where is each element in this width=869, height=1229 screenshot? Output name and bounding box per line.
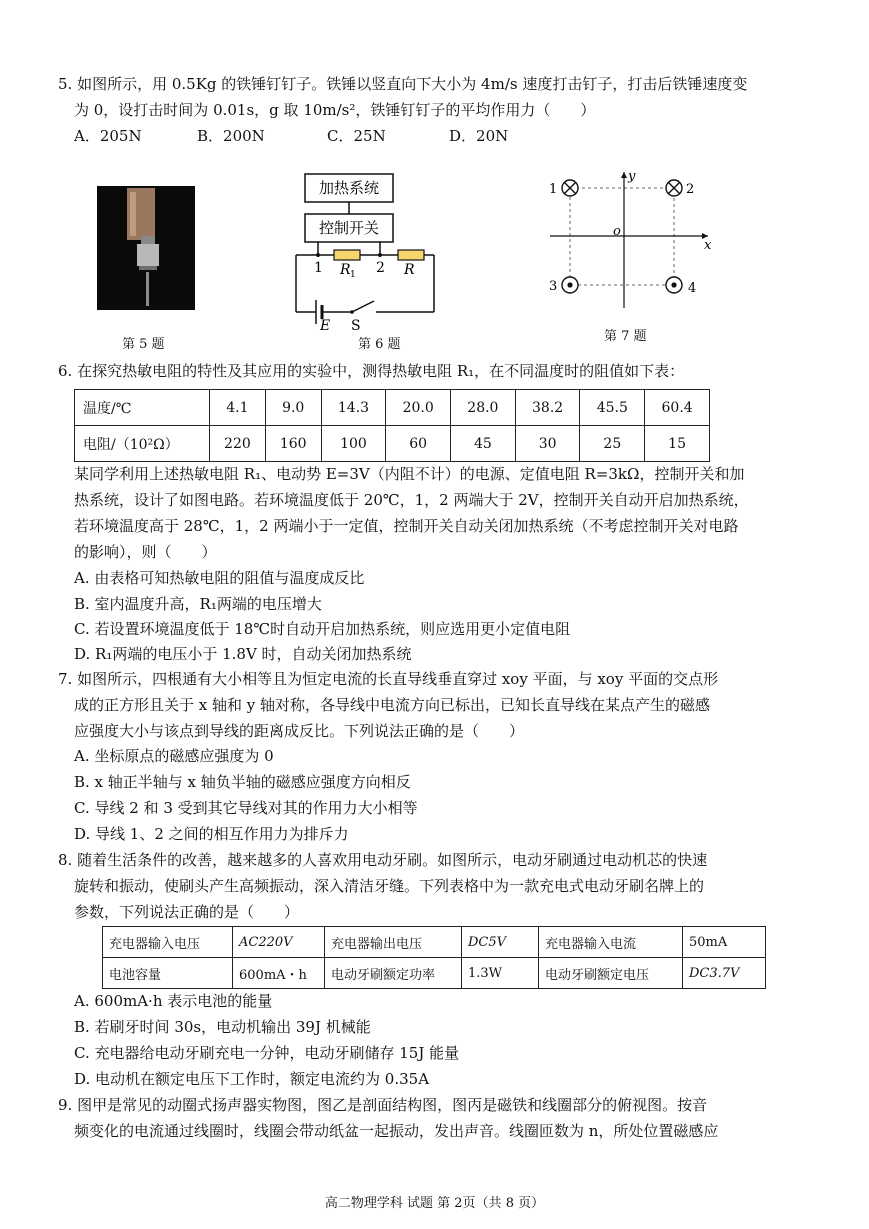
- q6-thermistor-table: [74, 389, 710, 462]
- q6-paragraph-line-4: 的影响），则（ ）: [74, 543, 217, 561]
- wires-svg: [540, 166, 720, 316]
- resistor-r1: [334, 250, 360, 260]
- wire-4-label: 4: [688, 281, 697, 296]
- r1-subscript: 1: [350, 270, 356, 280]
- control-switch-label: 控制开关: [318, 219, 380, 237]
- q7-option-b: B. x 轴正半轴与 x 轴负半轴的磁感应强度方向相反: [74, 773, 411, 791]
- q8-option-a: A. 600mA·h 表示电池的能量: [74, 992, 273, 1010]
- q7-line-1: 7. 如图所示，四根通有大小相等且为恒定电流的长直导线垂直穿过 xoy 平面，与 xoy 平面的交点形: [58, 670, 719, 688]
- wire-1-label: 1: [549, 182, 558, 197]
- table-cell: 充电器输出电压: [325, 927, 462, 958]
- hammer-photo: [97, 186, 195, 310]
- table-cell: DC5V: [462, 927, 539, 958]
- q5-option-b: B．200N: [197, 127, 265, 145]
- q6-paragraph-line-1: 某同学利用上述热敏电阻 R₁、电动势 E=3V（内阻不计）的电源、定值电阻 R=3kΩ，控制开关和加: [74, 465, 745, 483]
- q5-option-d: D．20N: [449, 127, 509, 145]
- wires-diagram: [540, 166, 720, 320]
- q6-intro: 6. 在探究热敏电阻的特性及其应用的实验中，测得热敏电阻 R₁，在不同温度时的阻值如下表：: [58, 362, 685, 380]
- q7-line-3: 应强度大小与该点到导线的距离成反比。下列说法正确的是（ ）: [74, 722, 525, 740]
- table-cell: 15: [645, 426, 710, 462]
- q5-option-c: C．25N: [327, 127, 386, 145]
- wire-3-out-of-page-icon: [562, 277, 578, 293]
- table-cell: 100: [321, 426, 386, 462]
- q5-option-a: A．205N: [74, 127, 142, 145]
- q7-option-d: D. 导线 1、2 之间的相互作用力为排斥力: [74, 825, 349, 843]
- table-cell: 220: [210, 426, 266, 462]
- table-cell: 60.4: [645, 390, 710, 426]
- q8-line-3: 参数，下列说法正确的是（ ）: [74, 903, 300, 921]
- q7-option-a: A. 坐标原点的磁感应强度为 0: [74, 747, 274, 765]
- y-axis-label: y: [628, 169, 636, 184]
- table-cell: 14.3: [321, 390, 386, 426]
- table-cell: 160: [265, 426, 321, 462]
- table-row: [75, 426, 710, 462]
- fig7-caption: 第 7 题: [604, 329, 647, 344]
- table-cell: 600mA・h: [233, 958, 325, 989]
- switch-s: [352, 301, 374, 312]
- origin-label: o: [613, 224, 621, 239]
- q9-line-2: 频变化的电流通过线圈时，线圈会带动纸盆一起振动，发出声音。线圈匝数为 n，所处位置磁感应: [74, 1122, 719, 1140]
- hammer-nail-image: [97, 186, 195, 310]
- resistor-r: [398, 250, 424, 260]
- r-label: R: [404, 262, 415, 278]
- circuit-diagram: [288, 168, 448, 336]
- x-axis-label: x: [704, 238, 712, 253]
- wire-2-into-page-icon: [666, 180, 682, 196]
- table-cell: AC220V: [233, 927, 325, 958]
- q8-line-2: 旋转和振动，使刷头产生高频振动，深入清洁牙缝。下列表格中为一款充电式电动牙刷名牌上的: [74, 877, 705, 895]
- table-header-resistance: 电阻/（10²Ω）: [75, 426, 210, 462]
- table-cell: 38.2: [515, 390, 580, 426]
- table-cell: 充电器输入电压: [103, 927, 233, 958]
- q6-option-c: C. 若设置环境温度低于 18℃时自动开启加热系统，则应选用更小定值电阻: [74, 620, 571, 638]
- q6-paragraph-line-2: 热系统，设计了如图电路。若环境温度低于 20℃，1，2 两端大于 2V，控制开关自动开启加热系统，: [74, 491, 749, 509]
- table-cell: 电动牙刷额定电压: [539, 958, 683, 989]
- table-cell: DC3.7V: [683, 958, 766, 989]
- table-cell: 25: [580, 426, 645, 462]
- table-header-temperature: 温度/℃: [75, 390, 210, 426]
- table-cell: 60: [386, 426, 451, 462]
- q8-option-d: D. 电动机在额定电压下工作时，额定电流约为 0.35A: [74, 1070, 430, 1088]
- q5-line-2: 为 0，设打击时间为 0.01s，g 取 10m/s²，铁锤钉钉子的平均作用力（ ）: [74, 101, 596, 119]
- table-cell: 20.0: [386, 390, 451, 426]
- fig5-caption: 第 5 题: [122, 337, 165, 352]
- page-footer: 高二物理学科 试题 第 2页（共 8 页）: [324, 1196, 545, 1211]
- node-1-label: 1: [314, 260, 323, 276]
- q8-option-b: B. 若刷牙时间 30s，电动机输出 39J 机械能: [74, 1018, 371, 1036]
- circuit-svg: [288, 168, 448, 332]
- q6-option-a: A. 由表格可知热敏电阻的阻值与温度成反比: [74, 569, 365, 587]
- table-row: [103, 958, 766, 989]
- wire-2-label: 2: [686, 182, 695, 197]
- table-cell: 28.0: [451, 390, 516, 426]
- wire-4-out-of-page-icon: [666, 277, 682, 293]
- q5-line-1: 5. 如图所示，用 0.5Kg 的铁锤钉钉子。铁锤以竖直向下大小为 4m/s 速度打击钉子，打击后铁锤速度变: [58, 75, 748, 93]
- q9-line-1: 9. 图甲是常见的动圈式扬声器实物图，图乙是剖面结构图，图丙是磁铁和线圈部分的俯视图。按音: [58, 1096, 708, 1114]
- table-cell: 50mA: [683, 927, 766, 958]
- q6-option-b: B. 室内温度升高，R₁两端的电压增大: [74, 595, 322, 613]
- switch-s-label: S: [351, 318, 361, 332]
- q7-line-2: 成的正方形且关于 x 轴和 y 轴对称，各导线中电流方向已标出，已知长直导线在某点产生的磁感: [74, 696, 711, 714]
- heating-system-label: 加热系统: [318, 179, 380, 197]
- table-row: [103, 927, 766, 958]
- table-cell: 45: [451, 426, 516, 462]
- fig6-caption: 第 6 题: [358, 337, 401, 352]
- table-row: [75, 390, 710, 426]
- wire-3-label: 3: [549, 279, 558, 294]
- wire-1-into-page-icon: [562, 180, 578, 196]
- table-cell: 30: [515, 426, 580, 462]
- table-cell: 9.0: [265, 390, 321, 426]
- table-cell: 45.5: [580, 390, 645, 426]
- q6-option-d: D. R₁两端的电压小于 1.8V 时，自动关闭加热系统: [74, 645, 412, 663]
- table-cell: 电动牙刷额定功率: [325, 958, 462, 989]
- emf-e-label: E: [320, 318, 331, 332]
- q8-line-1: 8. 随着生活条件的改善，越来越多的人喜欢用电动牙刷。如图所示，电动牙刷通过电动机芯的快速: [58, 851, 708, 869]
- q8-option-c: C. 充电器给电动牙刷充电一分钟，电动牙刷储存 15J 能量: [74, 1044, 460, 1062]
- q6-paragraph-line-3: 若环境温度高于 28℃，1，2 两端小于一定值，控制开关自动关闭加热系统（不考虑控制开关对电路: [74, 517, 739, 535]
- table-cell: 电池容量: [103, 958, 233, 989]
- r1-label: R: [340, 262, 351, 278]
- node-2-label: 2: [376, 260, 385, 276]
- q5-options: [74, 126, 508, 146]
- table-cell: 1.3W: [462, 958, 539, 989]
- table-cell: 4.1: [210, 390, 266, 426]
- table-cell: 充电器输入电流: [539, 927, 683, 958]
- q7-option-c: C. 导线 2 和 3 受到其它导线对其的作用力大小相等: [74, 799, 418, 817]
- q8-specs-table: [102, 926, 766, 989]
